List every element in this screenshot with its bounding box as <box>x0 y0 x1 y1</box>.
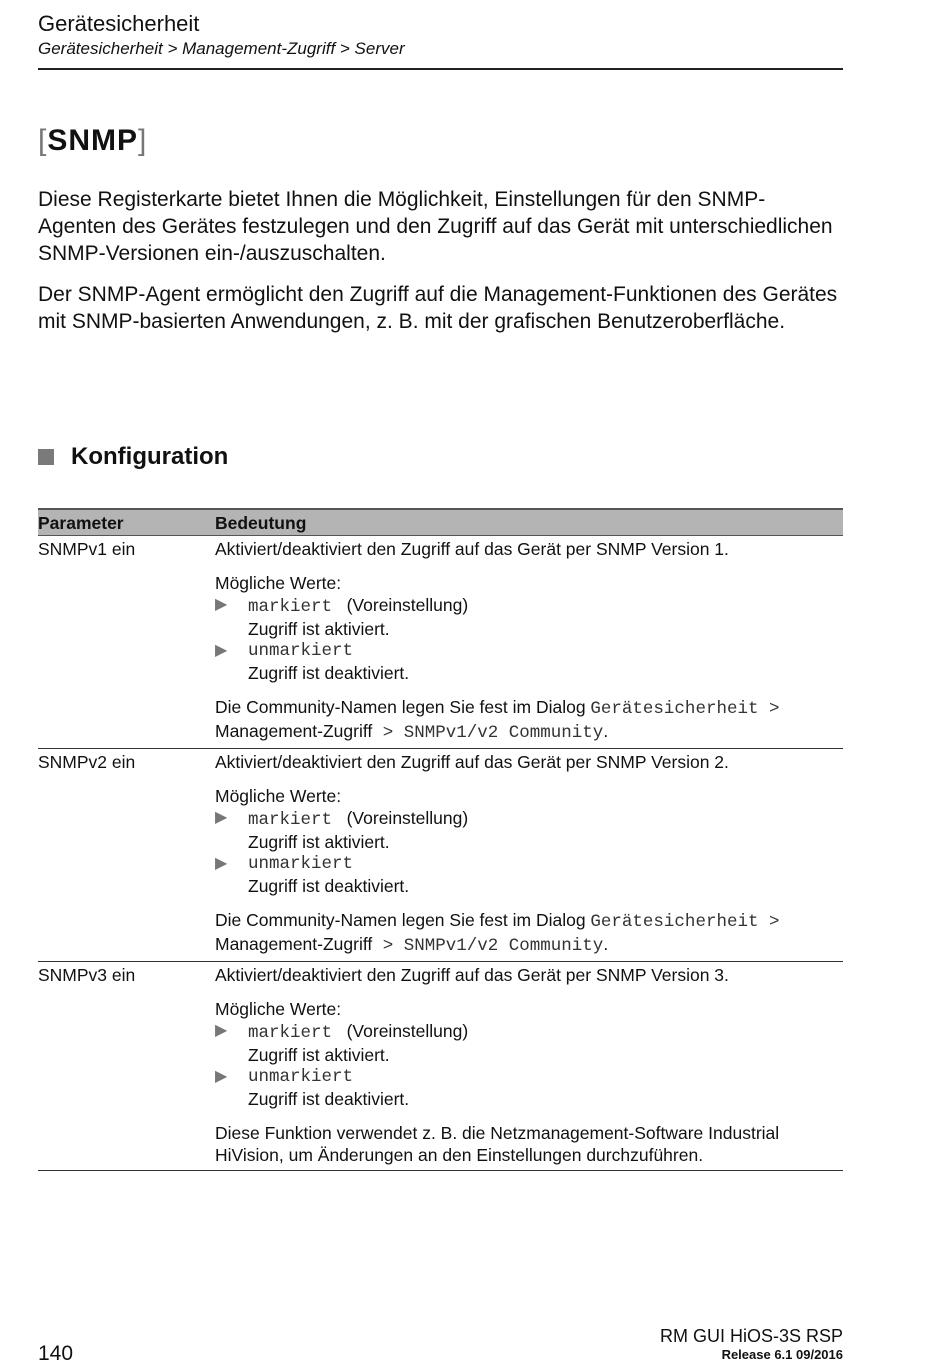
param-description <box>215 962 843 1171</box>
footer-release: Release 6.1 09/2016 <box>721 1347 843 1362</box>
triangle-bullet-icon: ▶ <box>215 596 228 613</box>
param-description <box>215 749 843 962</box>
option-default: (Voreinstellung) <box>346 808 469 828</box>
table-row <box>38 749 843 962</box>
option-default: (Voreinstellung) <box>346 595 469 615</box>
triangle-bullet-icon: ▶ <box>215 855 228 872</box>
param-name: SNMPv1 ein <box>38 536 215 749</box>
close-bracket: ] <box>138 124 148 157</box>
note-text <box>215 909 843 957</box>
note-text <box>215 696 843 744</box>
option-code: markiert <box>248 810 333 830</box>
section-title <box>38 124 147 158</box>
option-item <box>215 640 843 662</box>
header-parameter: Parameter <box>38 509 215 536</box>
option-item <box>215 807 843 831</box>
triangle-bullet-icon: ▶ <box>215 1068 228 1085</box>
dialog-path: Gerätesicherheit > <box>590 912 780 932</box>
header-rule <box>38 68 843 70</box>
option-text: Zugriff ist deaktiviert. <box>248 1089 410 1109</box>
possible-values-label: Mögliche Werte: <box>215 573 342 593</box>
page-header <box>38 10 843 60</box>
description-text: Aktiviert/deaktiviert den Zugriff auf das Gerät per SNMP Version 1. <box>215 539 729 559</box>
option-code: markiert <box>248 597 333 617</box>
option-item <box>215 594 843 618</box>
option-code: unmarkiert <box>248 641 354 661</box>
option-code: markiert <box>248 1023 333 1043</box>
footer-product: RM GUI HiOS-3S RSP <box>659 1326 843 1346</box>
param-name: SNMPv2 ein <box>38 749 215 962</box>
intro-paragraph: Der SNMP-Agent ermöglicht den Zugriff auf die Management-Funktionen des Gerätes mit SNMP-basierten Anwendungen, z. B. mit der grafischen Benutzeroberfläche. <box>38 283 838 333</box>
note-end: . <box>603 934 609 954</box>
possible-values-label: Mögliche Werte: <box>215 999 342 1019</box>
intro-text <box>38 186 843 349</box>
option-item <box>215 1066 843 1088</box>
option-text: Zugriff ist aktiviert. <box>248 619 390 639</box>
param-name: SNMPv3 ein <box>38 962 215 1171</box>
square-bullet-icon <box>38 449 54 465</box>
triangle-bullet-icon: ▶ <box>215 1022 228 1039</box>
table-header-row <box>38 509 843 536</box>
header-title: Gerätesicherheit <box>38 11 200 36</box>
header-breadcrumb: Gerätesicherheit > Management-Zugriff > Server <box>38 39 405 58</box>
dialog-path: > SNMPv1/v2 Community <box>372 723 604 743</box>
parameter-table <box>38 508 843 1171</box>
section-title-text: SNMP <box>47 124 139 157</box>
option-text: Zugriff ist aktiviert. <box>248 1045 390 1065</box>
dialog-path: Gerätesicherheit > <box>590 699 780 719</box>
intro-paragraph: Diese Registerkarte bietet Ihnen die Möglichkeit, Einstellungen für den SNMP-Agenten des Gerätes festzulegen und den Zugriff auf das Gerät mit unterschiedlichen SNMP-Versionen ein-/auszuschalten. <box>38 188 833 265</box>
dialog-path: > SNMPv1/v2 Community <box>372 936 604 956</box>
option-text: Zugriff ist aktiviert. <box>248 832 390 852</box>
possible-values-label: Mögliche Werte: <box>215 786 342 806</box>
note-part: Die Community-Namen legen Sie fest im Dialog <box>215 697 591 717</box>
description-text: Aktiviert/deaktiviert den Zugriff auf das Gerät per SNMP Version 2. <box>215 752 729 772</box>
table-row <box>38 962 843 1171</box>
footer-info <box>660 1325 843 1363</box>
description-text: Aktiviert/deaktiviert den Zugriff auf das Gerät per SNMP Version 3. <box>215 965 729 985</box>
option-text: Zugriff ist deaktiviert. <box>248 876 410 896</box>
triangle-bullet-icon: ▶ <box>215 809 228 826</box>
note-part: Management-Zugriff <box>215 934 373 954</box>
table-row <box>38 536 843 749</box>
open-bracket: [ <box>38 124 48 157</box>
subsection-heading <box>38 443 228 471</box>
note-part: Management-Zugriff <box>215 721 373 741</box>
option-text: Zugriff ist deaktiviert. <box>248 663 410 683</box>
option-item <box>215 1020 843 1044</box>
triangle-bullet-icon: ▶ <box>215 642 228 659</box>
option-item <box>215 853 843 875</box>
param-description <box>215 536 843 749</box>
note-end: . <box>603 721 609 741</box>
option-default: (Voreinstellung) <box>346 1021 469 1041</box>
option-code: unmarkiert <box>248 1067 354 1087</box>
option-code: unmarkiert <box>248 854 354 874</box>
note-part: Die Community-Namen legen Sie fest im Dialog <box>215 910 591 930</box>
header-meaning: Bedeutung <box>215 509 843 536</box>
page-number: 140 <box>38 1342 74 1365</box>
subsection-title: Konfiguration <box>71 443 229 470</box>
note-text: Diese Funktion verwendet z. B. die Netzmanagement-Software Industrial HiVision, um Änderungen an den Einstellungen durchzuführen. <box>215 1123 780 1165</box>
